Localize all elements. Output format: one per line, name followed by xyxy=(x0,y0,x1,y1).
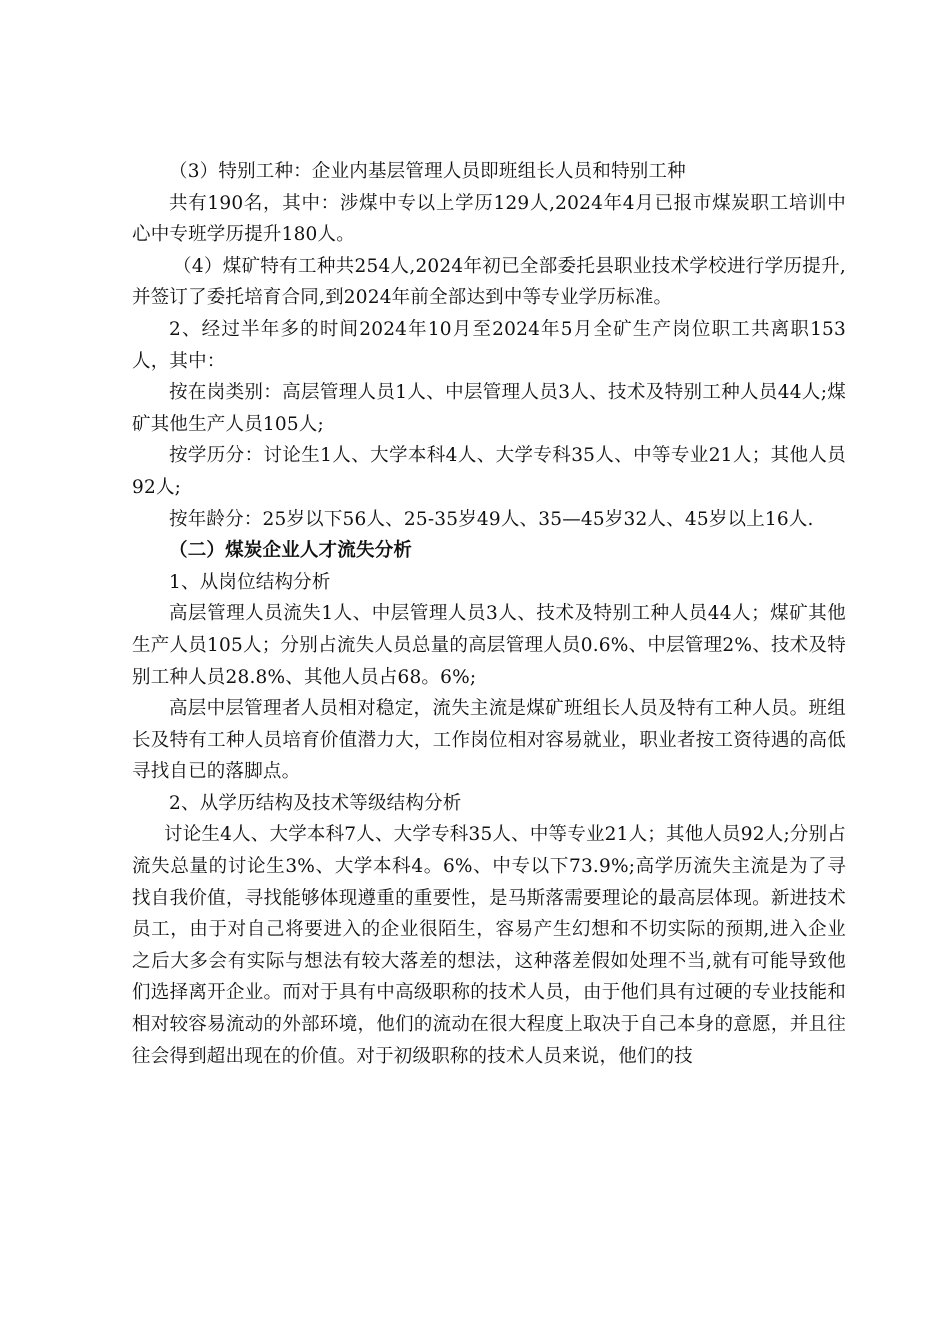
paragraph-special-trades-count: 共有190名，其中：涉煤中专以上学历129人,2024年4月已报市煤炭职工培训中心中专班学历提升180人。 xyxy=(132,192,846,246)
paragraph-special-trades-heading: （3）特别工种：企业内基层管理人员即班组长人员和特别工种 xyxy=(169,161,686,182)
paragraph-management-stability: 高层中层管理者人员相对稳定，流失主流是煤矿班组长人员及特有工种人员。班组长及特有工种人员培育价值潜力大，工作岗位相对容易就业，职业者按工资待遇的高低寻找自已的落脚点。 xyxy=(132,698,846,783)
document-body xyxy=(132,156,846,1072)
paragraph-by-position: 按在岗类别：高层管理人员1人、中层管理人员3人、技术及特别工种人员44人;煤矿其他生产人员105人; xyxy=(132,382,846,435)
section-heading-talent-loss: （二）煤炭企业人才流失分析 xyxy=(169,540,413,562)
subheading-education-structure: 2、从学历结构及技术等级结构分析 xyxy=(169,792,462,814)
paragraph-coal-mine-trades: （4）煤矿特有工种共254人,2024年初已全部委托县职业技术学校进行学历提升,并签订了委托培育合同,到2024年前全部达到中等专业学历标准。 xyxy=(132,255,846,309)
paragraph-position-loss-ratios: 高层管理人员流失1人、中层管理人员3人、技术及特别工种人员44人；煤矿其他生产人员105人；分别占流失人员总量的高层管理人员0.6%、中层管理2%、技术及特别工种人员28.8%、其他人员占68。6%; xyxy=(132,603,846,688)
paragraph-education-loss-analysis: 讨论生4人、大学本科7人、大学专科35人、中等专业21人；其他人员92人;分别占流失总量的讨论生3%、大学本科4。6%、中专以下73.9%;高学历流失主流是为了寻找自我价值，寻找能够体现遵重的重要性，是马斯落需要理论的最高层体现。新进技术员工，由于对自己将要进入的企业很陌生，容易产生幻想和不切实际的预期,进入企业之后大多会有实际与想法有较大落差的想法，这种落差假如处理不当,就有可能导致他们选择离开企业。而对于具有中高级职称的技术人员，由于他们具有过硬的专业技能和相对较容易流动的外部环境，他们的流动在很大程度上取决于自己本身的意愿，并且往往会得到超出现在的价值。对于初级职称的技术人员来说，他们的技 xyxy=(132,824,846,1067)
paragraph-by-age: 按年龄分：25岁以下56人、25-35岁49人、35—45岁32人、45岁以上16人. xyxy=(169,508,814,530)
paragraph-resignations-total: 2、经过半年多的时间2024年10月至2024年5月全矿生产岗位职工共离职153人，其中： xyxy=(132,318,846,372)
paragraph-by-education: 按学历分：讨论生1人、大学本科4人、大学专科35人、中等专业21人；其他人员92人; xyxy=(132,445,846,498)
subheading-position-structure: 1、从岗位结构分析 xyxy=(169,571,331,593)
